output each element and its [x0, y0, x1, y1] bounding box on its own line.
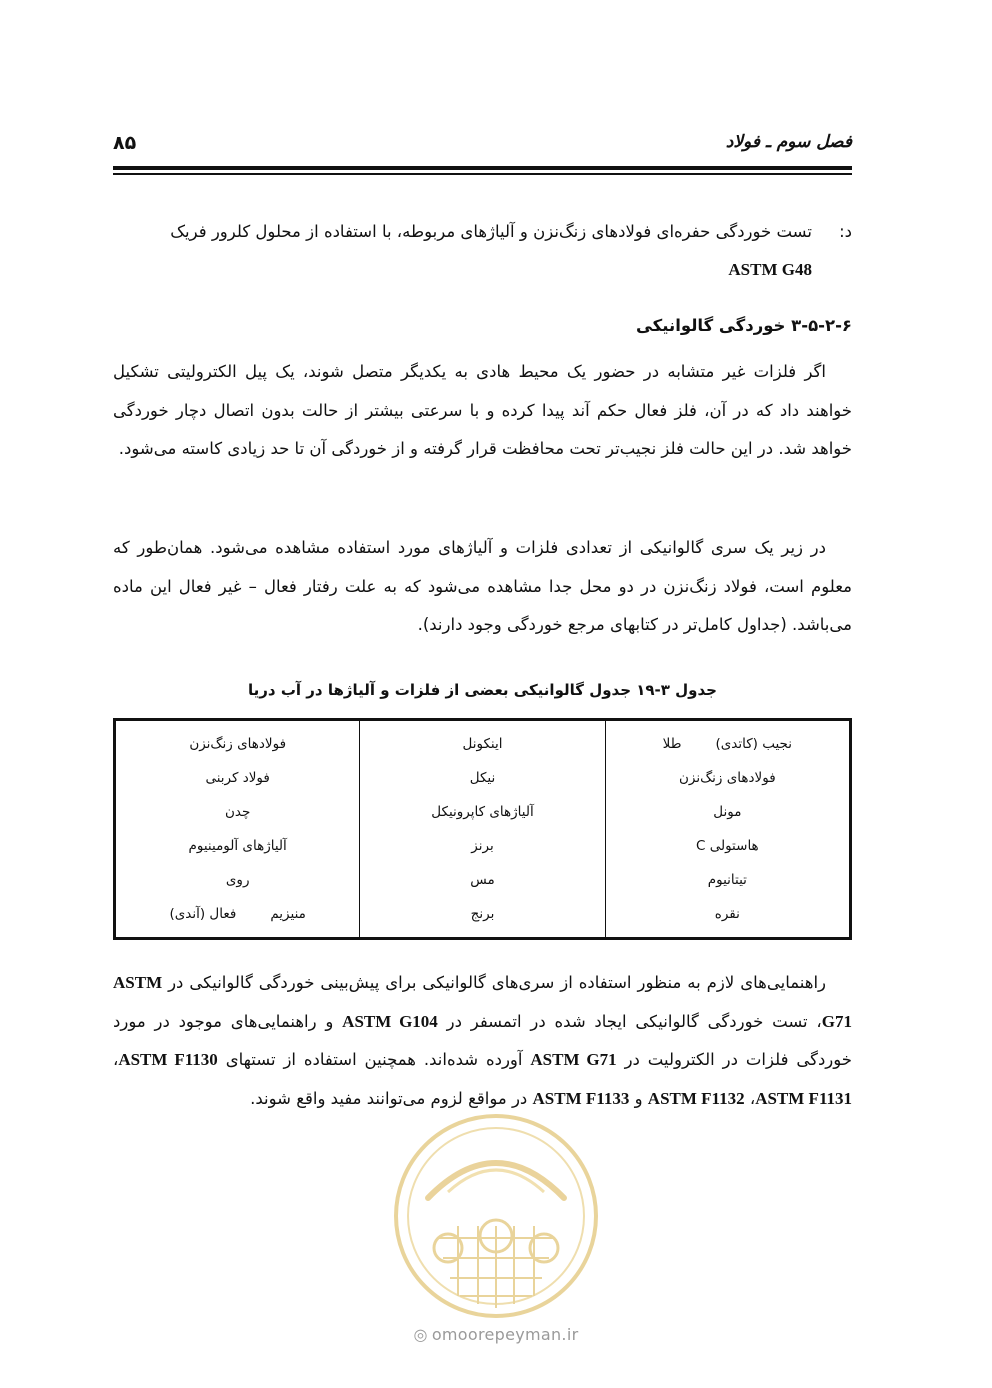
section-heading: ۳-۵-۲-۶ خوردگی گالوانیکی: [635, 316, 852, 335]
table-cell: نیکل: [360, 761, 605, 795]
galvanic-table: [113, 718, 852, 940]
paragraph-3-text: و راهنمایی‌های موجود در مورد خوردگی فلزات در الکترولیت در: [113, 1011, 852, 1069]
table-row: [115, 897, 851, 939]
paragraph-1: اگر فلزات غیر متشابه در حضور یک محیط هادی به یکدیگر متصل شوند، یک پیل الکترولیتی تشکیل خواهند داد که در آن، فلز فعال حکم آند پیدا کرده و با سرعتی بیشتر از حالت بدون اتصال دچار خوردگی خواهد شد. در این حالت فلز نجیب‌تر تحت محافظت قرار گرفته و از خوردگی آن تا حد زیادی کاسته می‌شود.: [113, 362, 852, 458]
standard-astm-f1133: ASTM F1133: [532, 1088, 630, 1108]
table-cell-value: طلا: [662, 736, 682, 752]
list-marker: د:: [839, 222, 852, 241]
table-row: [115, 720, 851, 762]
site-url: omoorepeyman.ir: [431, 1325, 579, 1344]
table-cell-value: منیزیم: [270, 906, 306, 922]
table-caption: جدول ۳-۱۹ جدول گالوانیکی بعضی از فلزات و آلیاژها در آب دریا: [248, 681, 717, 699]
page-number: ۸۵: [113, 132, 137, 154]
table-cell: برنز: [360, 829, 605, 863]
table-cell: مونل: [605, 795, 850, 829]
table-cell: [605, 720, 850, 762]
list-item-text: [113, 213, 812, 289]
conjunction: و: [634, 1088, 643, 1108]
table-row: [115, 863, 851, 897]
standard-astm-g71: ASTM G71: [530, 1050, 617, 1069]
table-cell: روی: [115, 863, 360, 897]
table-cell: چدن: [115, 795, 360, 829]
header-rule-thin: [113, 173, 852, 175]
standard-astm-g48: ASTM G48: [728, 260, 812, 279]
table-cell: فولادهای زنگ‌نزن: [115, 720, 360, 762]
table-cell: اینکونل: [360, 720, 605, 762]
standard-astm-g71: ASTM G71: [113, 973, 852, 1031]
standard-astm-f1132: ASTM F1132: [647, 1088, 745, 1108]
paragraph-3: [113, 964, 852, 1118]
table-row: [115, 761, 851, 795]
noble-label: نجیب (کاتدی): [715, 736, 793, 752]
item-d-text: تست خوردگی حفره‌ای فولادهای زنگ‌نزن و آلیاژهای مربوطه، با استفاده از محلول کلرور فریک: [170, 222, 812, 241]
table-cell: هاستولی C: [605, 829, 850, 863]
paragraph-3-text: آورده شده‌اند. همچنین استفاده از تستهای: [225, 1050, 523, 1069]
header-rule-thick: [113, 166, 852, 170]
paragraph-3-text: در مواقع لزوم می‌توانند مفید واقع شوند.: [250, 1088, 528, 1108]
watermark-seal-icon: [388, 1108, 604, 1324]
standard-astm-f1130: ASTM F1130: [118, 1050, 218, 1069]
paragraph-3-text: راهنمایی‌های لازم به منظور استفاده از سری‌های گالوانیکی برای پیش‌بینی خوردگی گالوانیکی در: [168, 973, 827, 992]
paragraph-3-text: ، تست خوردگی گالوانیکی ایجاد شده در اتمسفر در: [446, 1011, 822, 1031]
standard-astm-f1131: ASTM F1131: [755, 1088, 852, 1108]
table-cell: تیتانیوم: [605, 863, 850, 897]
globe-icon: ◎: [413, 1325, 428, 1344]
table-cell-split: [663, 736, 792, 752]
active-label: فعال (آندی): [169, 906, 237, 922]
table-cell-split: [169, 906, 305, 922]
table-cell: فولاد کربنی: [115, 761, 360, 795]
page-header: [113, 128, 852, 164]
paragraph-2: در زیر یک سری گالوانیکی از تعدادی فلزات و آلیاژهای مورد استفاده مشاهده می‌شود. همان‌طور که معلوم است، فولاد زنگ‌نزن در دو محل جدا مشاهده می‌شود که به علت رفتار فعال – غیر فعال این ماده می‌باشد. (جداول کامل‌تر در کتابهای مرجع خوردگی وجود دارند).: [113, 538, 852, 634]
table-cell: مس: [360, 863, 605, 897]
table-cell: فولادهای زنگ‌نزن: [605, 761, 850, 795]
separator: ،: [113, 1050, 119, 1069]
table-cell: آلیاژهای کاپرونیکل: [360, 795, 605, 829]
table-row: [115, 795, 851, 829]
table-cell: [115, 897, 360, 939]
table-cell: نقره: [605, 897, 850, 939]
table-cell: آلیاژهای آلومینیوم: [115, 829, 360, 863]
chapter-title: فصل سوم ـ فولاد: [725, 132, 852, 152]
site-footer: [0, 1325, 992, 1344]
standard-astm-g104: ASTM G104: [342, 1011, 438, 1031]
list-item-d: [113, 213, 852, 289]
table-cell: برنج: [360, 897, 605, 939]
table-row: [115, 829, 851, 863]
separator: ،: [749, 1088, 756, 1108]
